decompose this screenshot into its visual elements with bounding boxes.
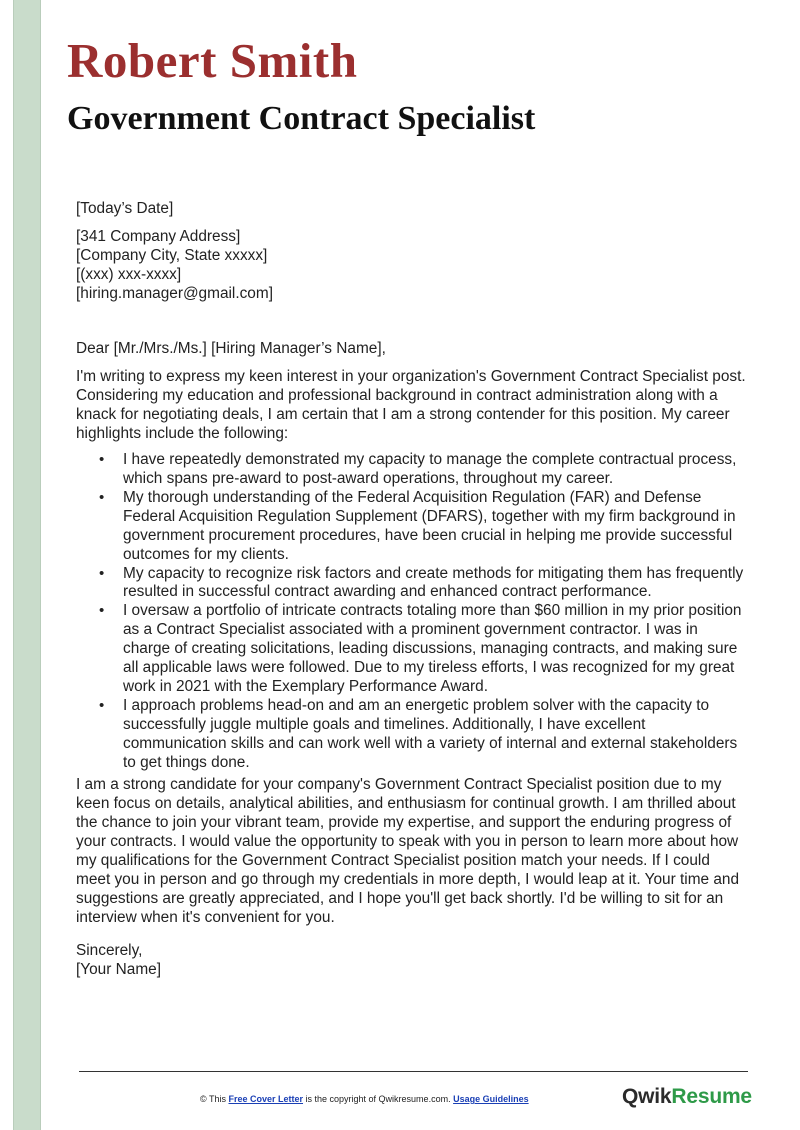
- footer-copyright: [200, 1094, 529, 1104]
- free-cover-letter-link[interactable]: Free Cover Letter: [228, 1094, 304, 1104]
- sign-off: Sincerely,: [76, 941, 143, 959]
- job-title: Government Contract Specialist: [67, 100, 536, 137]
- list-item: • I have repeatedly demonstrated my capacity to manage the complete contractual process, which spans pre-award to post-award operations, throughout my career.: [123, 451, 748, 489]
- salutation: Dear [Mr./Mrs./Ms.] [Hiring Manager’s Name],: [76, 339, 386, 357]
- qwikresume-logo[interactable]: [622, 1085, 752, 1109]
- letter-body: [76, 200, 748, 980]
- footer-divider: [79, 1071, 748, 1072]
- usage-guidelines-link[interactable]: Usage Guidelines: [453, 1094, 529, 1104]
- list-item: • My thorough understanding of the Federal Acquisition Regulation (FAR) and Defense Federal Acquisition Regulation Supplement (DFARS), together with my firm background in government procurement procedures, have been crucial in helping me provide successful outcomes for my clients.: [123, 489, 748, 565]
- signature: [Your Name]: [76, 960, 161, 978]
- address-line: [hiring.manager@gmail.com]: [76, 284, 273, 302]
- brand-part-resume: Resume: [671, 1085, 752, 1108]
- closing-paragraph: I am a strong candidate for your company's Government Contract Specialist position due to my keen focus on details, analytical abilities, and enthusiasm for continual growth. I am thrilled about the chance to join your vibrant team, provide my expertise, and support the enduring progress of your contracts. I would value the opportunity to speak with you in person to learn more about how my qualifications for the Government Contract Specialist position match your needs. If I could meet you in person and go through my credentials in more depth, I would leap at it. Your time and suggestions are greatly appreciated, and I hope you'll get back shortly. I'd be willing to sit for an interview when it's convenient for you.: [76, 776, 740, 926]
- brand-part-qwik: Qwik: [622, 1085, 672, 1108]
- address-line: [341 Company Address]: [76, 227, 241, 245]
- footer-prefix: © This: [200, 1094, 229, 1104]
- letter-date: [Today’s Date]: [76, 200, 174, 217]
- recipient-address: [76, 228, 748, 304]
- intro-paragraph: I'm writing to express my keen interest in your organization's Government Contract Specialist post. Considering my education and professional background in contract administration along with a knack for negotiating deals, I am certain that I am a strong contender for this position. My career highlights include the following:: [76, 368, 746, 443]
- list-item: • I oversaw a portfolio of intricate contracts totaling more than $60 million in my prior position as a Contract Specialist associated with a prominent government contractor. I was in charge of creating solicitations, leading discussions, managing contracts, and making sure all applicable laws were followed. Due to my tireless efforts, I was recognized for my great work in 2021 with the Exemplary Performance Award.: [123, 602, 748, 697]
- decorative-sidebar: [13, 0, 41, 1130]
- footer-middle: is the copyright of Qwikresume.com.: [303, 1094, 454, 1104]
- address-line: [(xxx) xxx-xxxx]: [76, 265, 182, 283]
- list-item: • My capacity to recognize risk factors and create methods for mitigating them has frequently resulted in successful contract awarding and enhanced contract performance.: [123, 565, 748, 603]
- applicant-name: Robert Smith: [67, 33, 358, 88]
- career-highlights-list: [76, 451, 748, 772]
- list-item: • I approach problems head-on and am an energetic problem solver with the capacity to successfully juggle multiple goals and timelines. Additionally, I have excellent communication skills and can work well with a variety of internal and external stakeholders to get things done.: [123, 697, 748, 773]
- address-line: [Company City, State xxxxx]: [76, 246, 268, 264]
